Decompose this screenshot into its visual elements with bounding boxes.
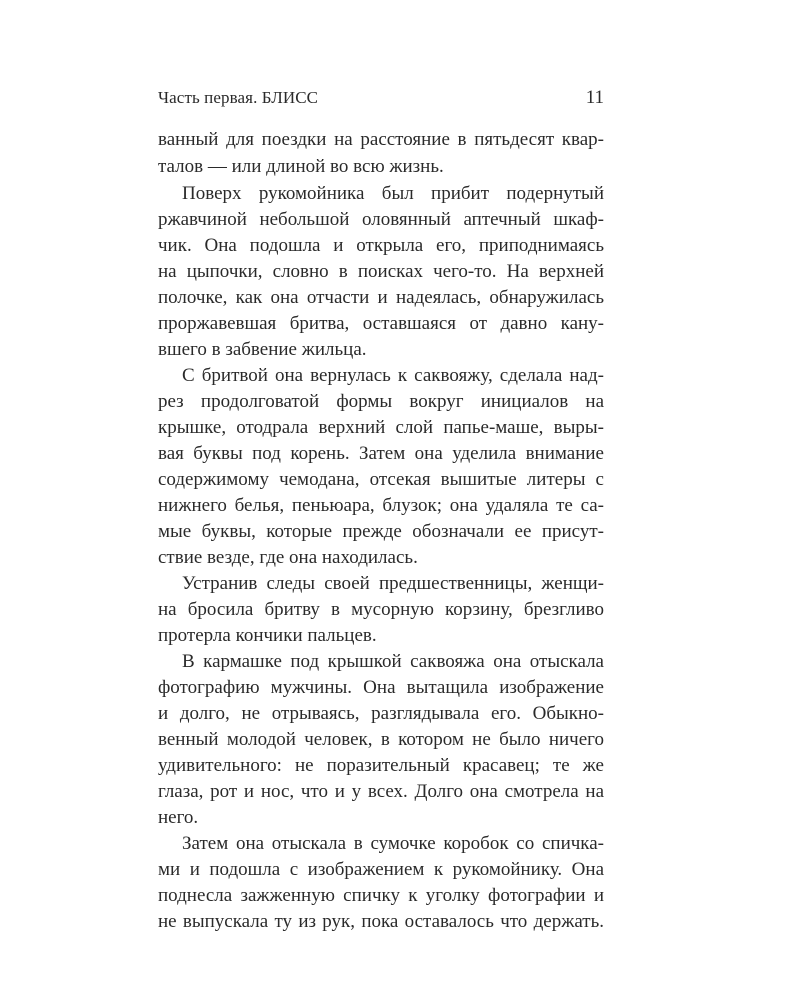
text-line: Устранив следы своей предшественницы, женщи- [182, 573, 604, 594]
text-line: полочке, как она отчасти и надеялась, обнаружилась [158, 287, 604, 308]
text-line: протерла кончики пальцев. [158, 625, 377, 646]
text-line: содержимому чемодана, отсекая вышитые литеры с [158, 469, 604, 490]
text-line: чик. Она подошла и открыла его, приподнимаясь [158, 235, 604, 256]
text-line: ствие везде, где она находилась. [158, 547, 418, 568]
text-line: на цыпочки, словно в поисках чего-то. На верхней [158, 261, 604, 282]
text-line: удивительного: не поразительный красавец; те же [158, 755, 604, 776]
text-line: Поверх рукомойника был прибит подернутый [182, 183, 604, 204]
text-line: талов — или длиной во всю жизнь. [158, 156, 444, 177]
page-number: 11 [585, 87, 604, 108]
text-line: ржавчиной небольшой оловянный аптечный шкаф- [158, 209, 604, 230]
text-line: нижнего белья, пеньюара, блузок; она удаляла те са- [158, 495, 604, 516]
text-line: мые буквы, которые прежде обозначали ее присут- [158, 521, 604, 542]
text-line: вшего в забвение жильца. [158, 339, 367, 360]
text-line: проржавевшая бритва, оставшаяся от давно кану- [158, 313, 604, 334]
running-header [158, 87, 604, 109]
text-line: глаза, рот и нос, что и у всех. Долго она смотрела на [158, 781, 604, 802]
text-line: рез продолговатой формы вокруг инициалов на [158, 391, 604, 412]
text-line: С бритвой она вернулась к саквояжу, сделала над- [182, 365, 604, 386]
text-line: венный молодой человек, в котором не было ничего [158, 729, 604, 750]
text-line: В кармашке под крышкой саквояжа она отыскала [182, 651, 604, 672]
text-line: крышке, отодрала верхний слой папье-маше, выры- [158, 417, 604, 438]
text-line: фотографию мужчины. Она вытащила изображение [158, 677, 604, 698]
text-line: не выпускала ту из рук, пока оставалось что держать. [158, 911, 604, 932]
text-line: Затем она отыскала в сумочке коробок со спичка- [182, 833, 604, 854]
chapter-title: Часть первая. БЛИСС [158, 88, 319, 107]
text-line: ванный для поездки на расстояние в пятьдесят квар- [158, 129, 604, 150]
text-line: вая буквы под корень. Затем она уделила внимание [158, 443, 604, 464]
text-line: ми и подошла с изображением к рукомойнику. Она [158, 859, 604, 880]
text-line: поднесла зажженную спичку к уголку фотографии и [158, 885, 604, 906]
text-line: и долго, не отрываясь, разглядывала его. Обыкно- [158, 703, 604, 724]
text-line: на бросила бритву в мусорную корзину, брезгливо [158, 599, 604, 620]
text-line: него. [158, 807, 199, 828]
